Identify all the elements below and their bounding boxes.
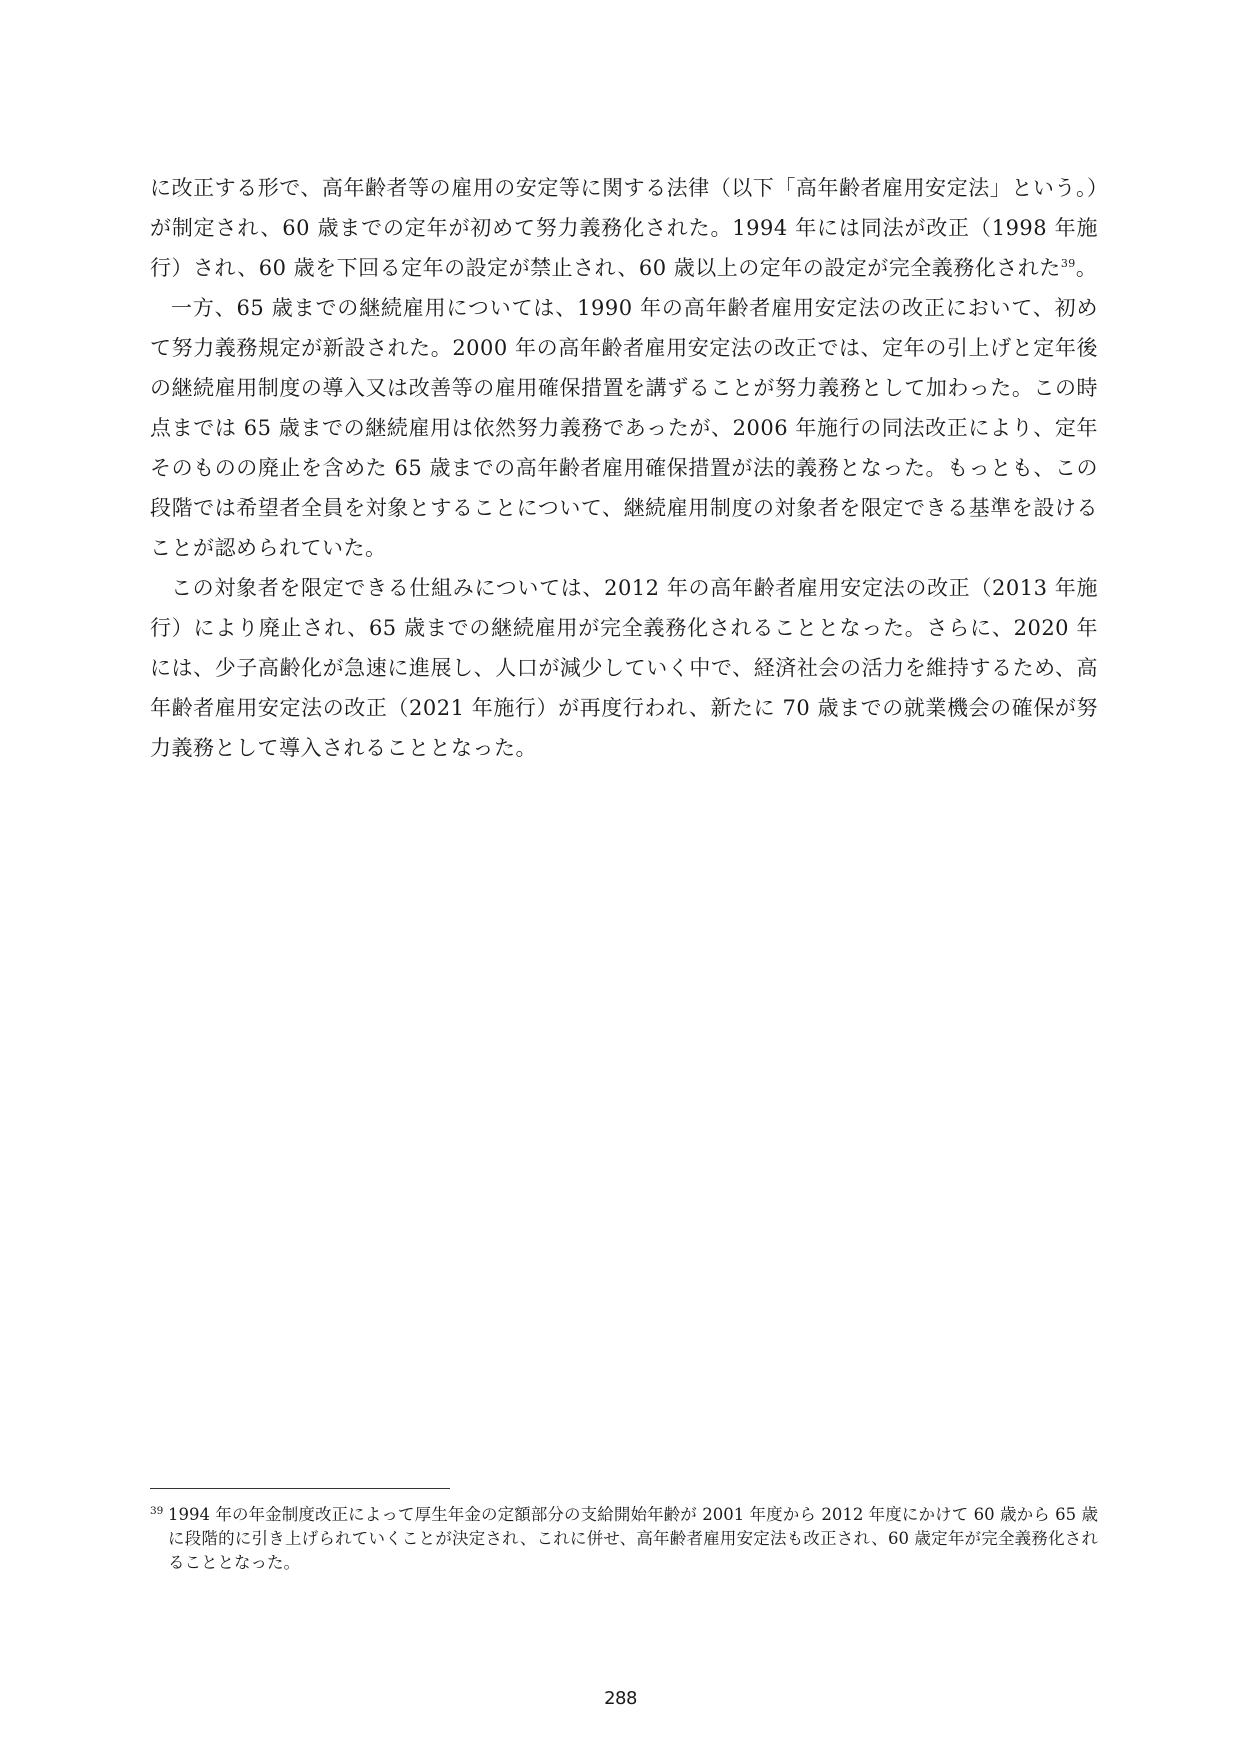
paragraph-1-tail: 。 (1075, 256, 1098, 280)
footnote (150, 1503, 1098, 1575)
page-number: 288 (604, 1688, 637, 1709)
paragraph-2: 一方、65 歳までの継続雇用については、1990 年の高年齢者雇用安定法の改正において、初めて努力義務規定が新設された。2000 年の高年齢者雇用安定法の改正では、定年の引上げと定年後の継続雇用制度の導入又は改善等の雇用確保措置を講ずることが努力義務として加わった。この時点までは 65 歳までの継続雇用は依然努力義務であったが、2006 年施行の同法改正により、定年そのものの廃止を含めた 65 歳までの高年齢者雇用確保措置が法的義務となった。もっとも、この段階では希望者全員を対象とすることについて、継続雇用制度の対象者を限定できる基準を設けることが認められていた。 (150, 296, 1098, 560)
paragraph-1-text: に改正する形で、高年齢者等の雇用の安定等に関する法律（以下「高年齢者雇用安定法」という。）が制定され、60 歳までの定年が初めて努力義務化された。1994 年には同法が改正（1998 年施行）され、60 歳を下回る定年の設定が禁止され、60 歳以上の定年の設定が完全義務化された (150, 176, 1098, 280)
footnote-reference[interactable]: 39 (1060, 257, 1076, 270)
paragraph-1 (150, 168, 1098, 288)
body-text (150, 168, 1098, 768)
paragraph-3: この対象者を限定できる仕組みについては、2012 年の高年齢者雇用安定法の改正（2013 年施行）により廃止され、65 歳までの継続雇用が完全義務化されることとなった。さらに、2020 年には、少子高齢化が急速に進展し、人口が減少していく中で、経済社会の活力を維持するため、高年齢者雇用安定法の改正（2021 年施行）が再度行われ、新たに 70 歳までの就業機会の確保が努力義務として導入されることとなった。 (150, 576, 1098, 760)
footnote-divider (150, 1488, 450, 1489)
footnote-number: 39 (150, 1505, 164, 1517)
footnote-text: 1994 年の年金制度改正によって厚生年金の定額部分の支給開始年齢が 2001 年度から 2012 年度にかけて 60 歳から 65 歳に段階的に引き上げられていくことが決定され、これに併せ、高年齢者雇用安定法も改正され、60 歳定年が完全義務化されることとなった。 (168, 1505, 1098, 1572)
